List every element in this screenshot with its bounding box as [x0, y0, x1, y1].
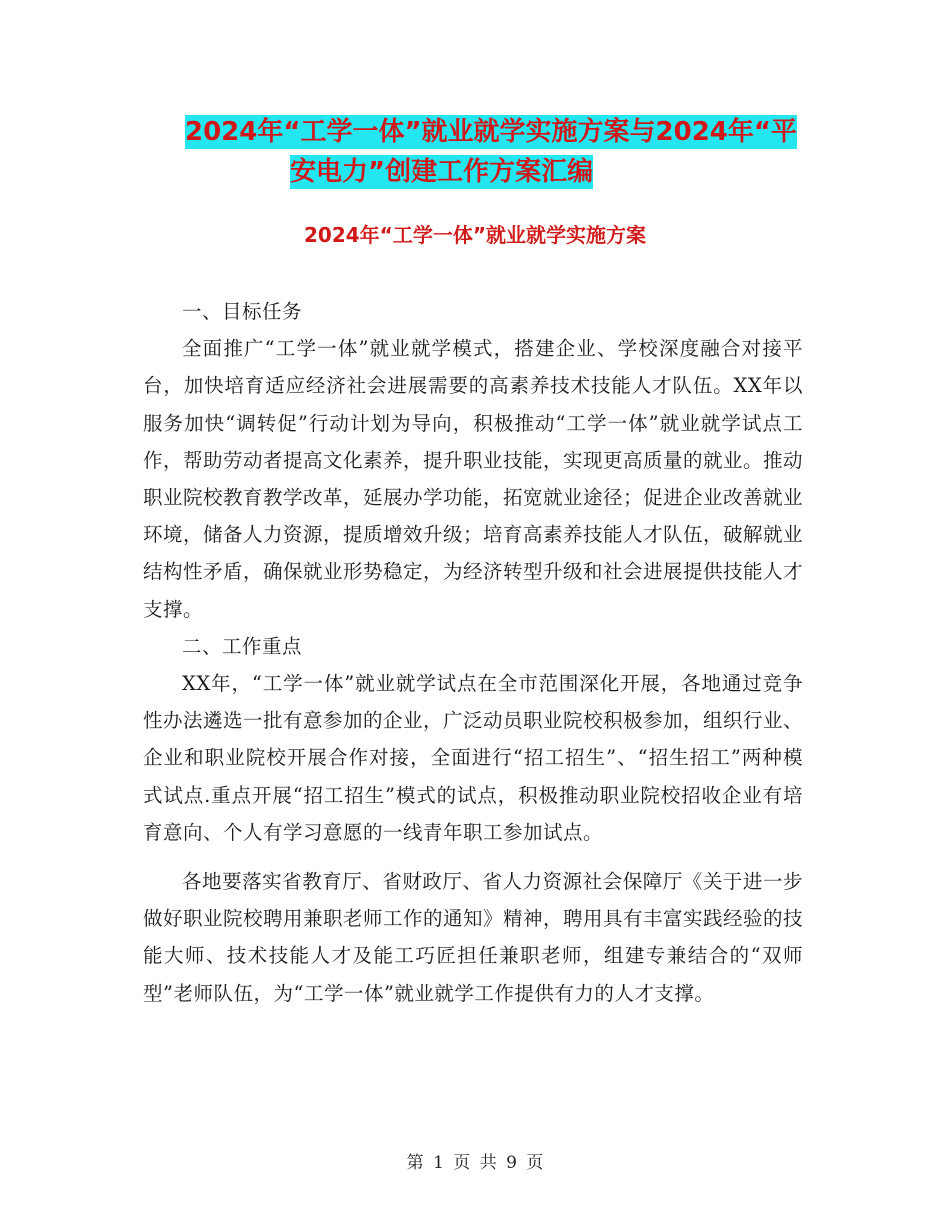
heading-work-focus: 二、工作重点 [182, 634, 303, 658]
main-title [185, 112, 815, 192]
paragraph-part-time-teachers: 各地要落实省教育厅、省财政厅、省人力资源社会保障厅《关于进一步做好职业院校聘用兼职老师工作的通知》精神，聘用具有丰富实践经验的技能大师、技术技能人才及能工巧匠担任兼职老师，组建专兼结合的“双师型”老师队伍，为“工学一体”就业就学工作提供有力的人才支撑。 [143, 870, 804, 1005]
heading-target-tasks: 一、目标任务 [182, 300, 303, 323]
main-title-line-2: 安电力”创建工作方案汇编 [290, 157, 594, 187]
main-title-line-1: 2024年“工学一体”就业就学实施方案与2024年“平 [185, 117, 797, 147]
paragraph-target-tasks: 全面推广“工学一体”就业就学模式，搭建企业、学校深度融合对接平台，加快培育适应经济社会进展需要的高素养技术技能人才队伍。XX年以服务加快“调转促”行动计划为导向，积极推动“工学一体”就业就学试点工作，帮助劳动者提高文化素养，提升职业技能，实现更高质量的就业。推动职业院校教育教学改革，延展办学功能，拓宽就业途径；促进企业改善就业环境，储备人力资源，提质增效升级；培育高素养技能人才队伍，破解就业结构性矛盾，确保就业形势稳定，为经济转型升级和社会进展提供技能人才支撑。 [143, 337, 804, 621]
paragraph-work-focus: XX年，“工学一体”就业就学试点在全市范围深化开展，各地通过竞争性办法遴选一批有意参加的企业，广泛动员职业院校积极参加，组织行业、企业和职业院校开展合作对接，全面进行“招工招生”、“招生招工”两种模式试点.重点开展“招工招生”模式的试点，积极推动职业院校招收企业有培育意向、个人有学习意愿的一线青年职工参加试点。 [143, 672, 804, 844]
section-title: 2024年“工学一体”就业就学实施方案 [304, 223, 646, 247]
body-text [143, 293, 803, 1012]
page-footer: 第 1 页 共 9 页 [406, 1153, 544, 1173]
